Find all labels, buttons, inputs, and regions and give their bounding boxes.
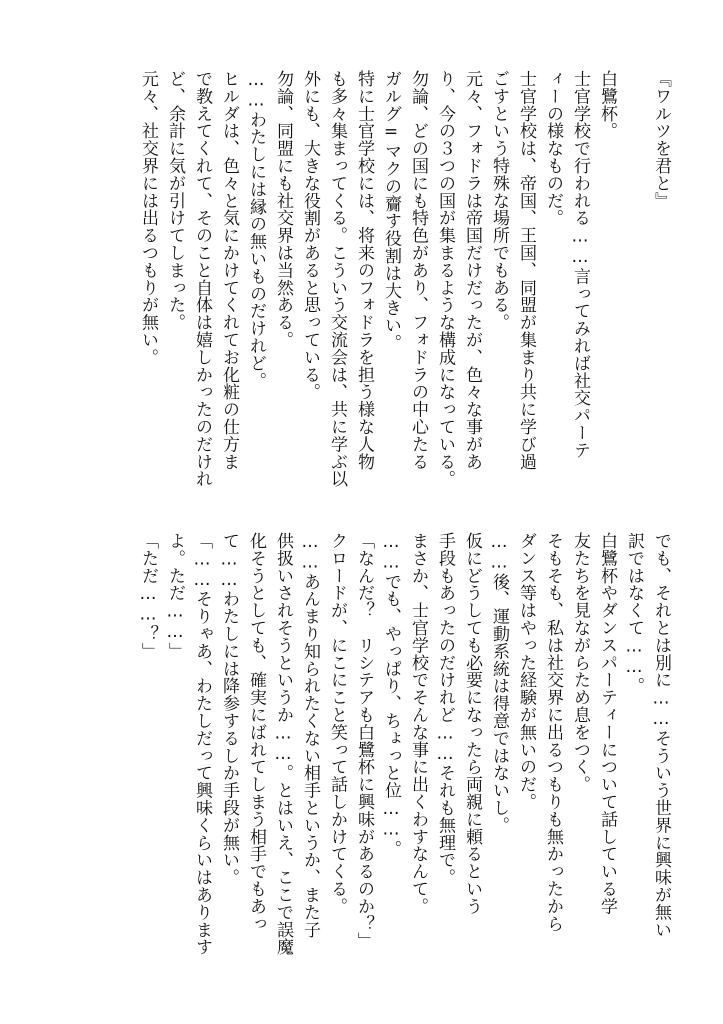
text-line: て……わたしには降参するしか手段が無い。 xyxy=(219,532,239,886)
text-line: ……後、運動系統は得意ではないし。 xyxy=(489,532,509,834)
text-line: 「……そりゃあ、わたしだって興味くらいはあります xyxy=(192,532,212,956)
text-line: 士官学校で行われる……言ってみれば社交パーテ xyxy=(570,70,590,459)
text-line: ど、余計に気が引けてしまった。 xyxy=(165,70,185,331)
text-line: ィーの様なものだ。 xyxy=(543,70,563,227)
text-line: り、今の３つの国が集まるような構成になっている。 xyxy=(435,70,455,488)
text-line: ガルグ=マクの齎す役割は大きい。 xyxy=(381,70,401,352)
text-line: 勿論、どの国にも特色があり、フォドラの中心たる xyxy=(408,70,428,471)
text-line: ダンス等はやった経験が無いのだ。 xyxy=(516,532,536,811)
text-line: よ。ただ……」 xyxy=(165,532,185,660)
text-line: 白鷺杯やダンスパーティーについて話している学 xyxy=(597,532,617,915)
text-line: 仮にどうしても必要になったら両親に頼るという xyxy=(462,532,482,915)
text-line: で教えてくれて、そのこと自体は嬉しかったのだけれ xyxy=(192,70,212,488)
text-line: 『ワルツを君と』 xyxy=(651,70,671,210)
text-line: 「なんだ？ リシテアも白鷺杯に興味があるのか？」 xyxy=(354,532,374,950)
text-line: 白鷺杯。 xyxy=(597,70,617,140)
text-line: 勿論、同盟にも社交界は当然ある。 xyxy=(273,70,293,349)
text-line: でも、それとは別に……そういう世界に興味が無い xyxy=(651,532,671,939)
text-line: 外にも、大きな役割があると思っている。 xyxy=(300,70,320,401)
text-line: ……あんまり知られたくない相手というか、また子 xyxy=(300,532,320,939)
text-line: クロードが、にこにこと笑って話しかけてくる。 xyxy=(327,532,347,915)
text-line: ごすという特殊な場所でもある。 xyxy=(489,70,509,331)
text-line: も多々集まってくる。こういう交流会は、共に学ぶ以 xyxy=(327,70,347,488)
text-line: 訳ではなくて……。 xyxy=(624,532,644,695)
text-line: ヒルダは、色々と気にかけてくれてお化粧の仕方ま xyxy=(219,70,239,471)
text-line: 友たちを見ながらため息をつく。 xyxy=(570,532,590,793)
text-line: まさか、士官学校でそんな事に出くわすなんて。 xyxy=(408,532,428,915)
text-line: そもそも、私は社交界に出るつもりも無かったから xyxy=(543,532,563,933)
bottom-text-block xyxy=(51,532,673,962)
text-line: 手段もあったのだけれど……それも無理で。 xyxy=(435,532,455,886)
text-line: 供扱いされそうというか……。とはいえ、ここで誤魔 xyxy=(273,532,293,956)
text-line: 元々、フォドラは帝国だけだったが、色々な事があ xyxy=(462,70,482,471)
text-line: 化そうとしても、確実にばれてしまう相手でもあっ xyxy=(246,532,266,933)
text-line: ……わたしには縁の無いものだけれど。 xyxy=(246,70,266,390)
text-line: 元々、社交界には出るつもりが無い。 xyxy=(138,70,158,366)
text-line: 特に士官学校には、将来のフォドラを担う様な人物 xyxy=(354,70,374,471)
blank-line xyxy=(622,70,646,500)
text-line: 「ただ……？」 xyxy=(138,532,158,660)
text-line: ……でも、やっぱり、ちょっと位……。 xyxy=(381,532,401,858)
text-line: 士官学校は、帝国、王国、同盟が集まり共に学び過 xyxy=(516,70,536,471)
top-text-block xyxy=(51,70,673,500)
